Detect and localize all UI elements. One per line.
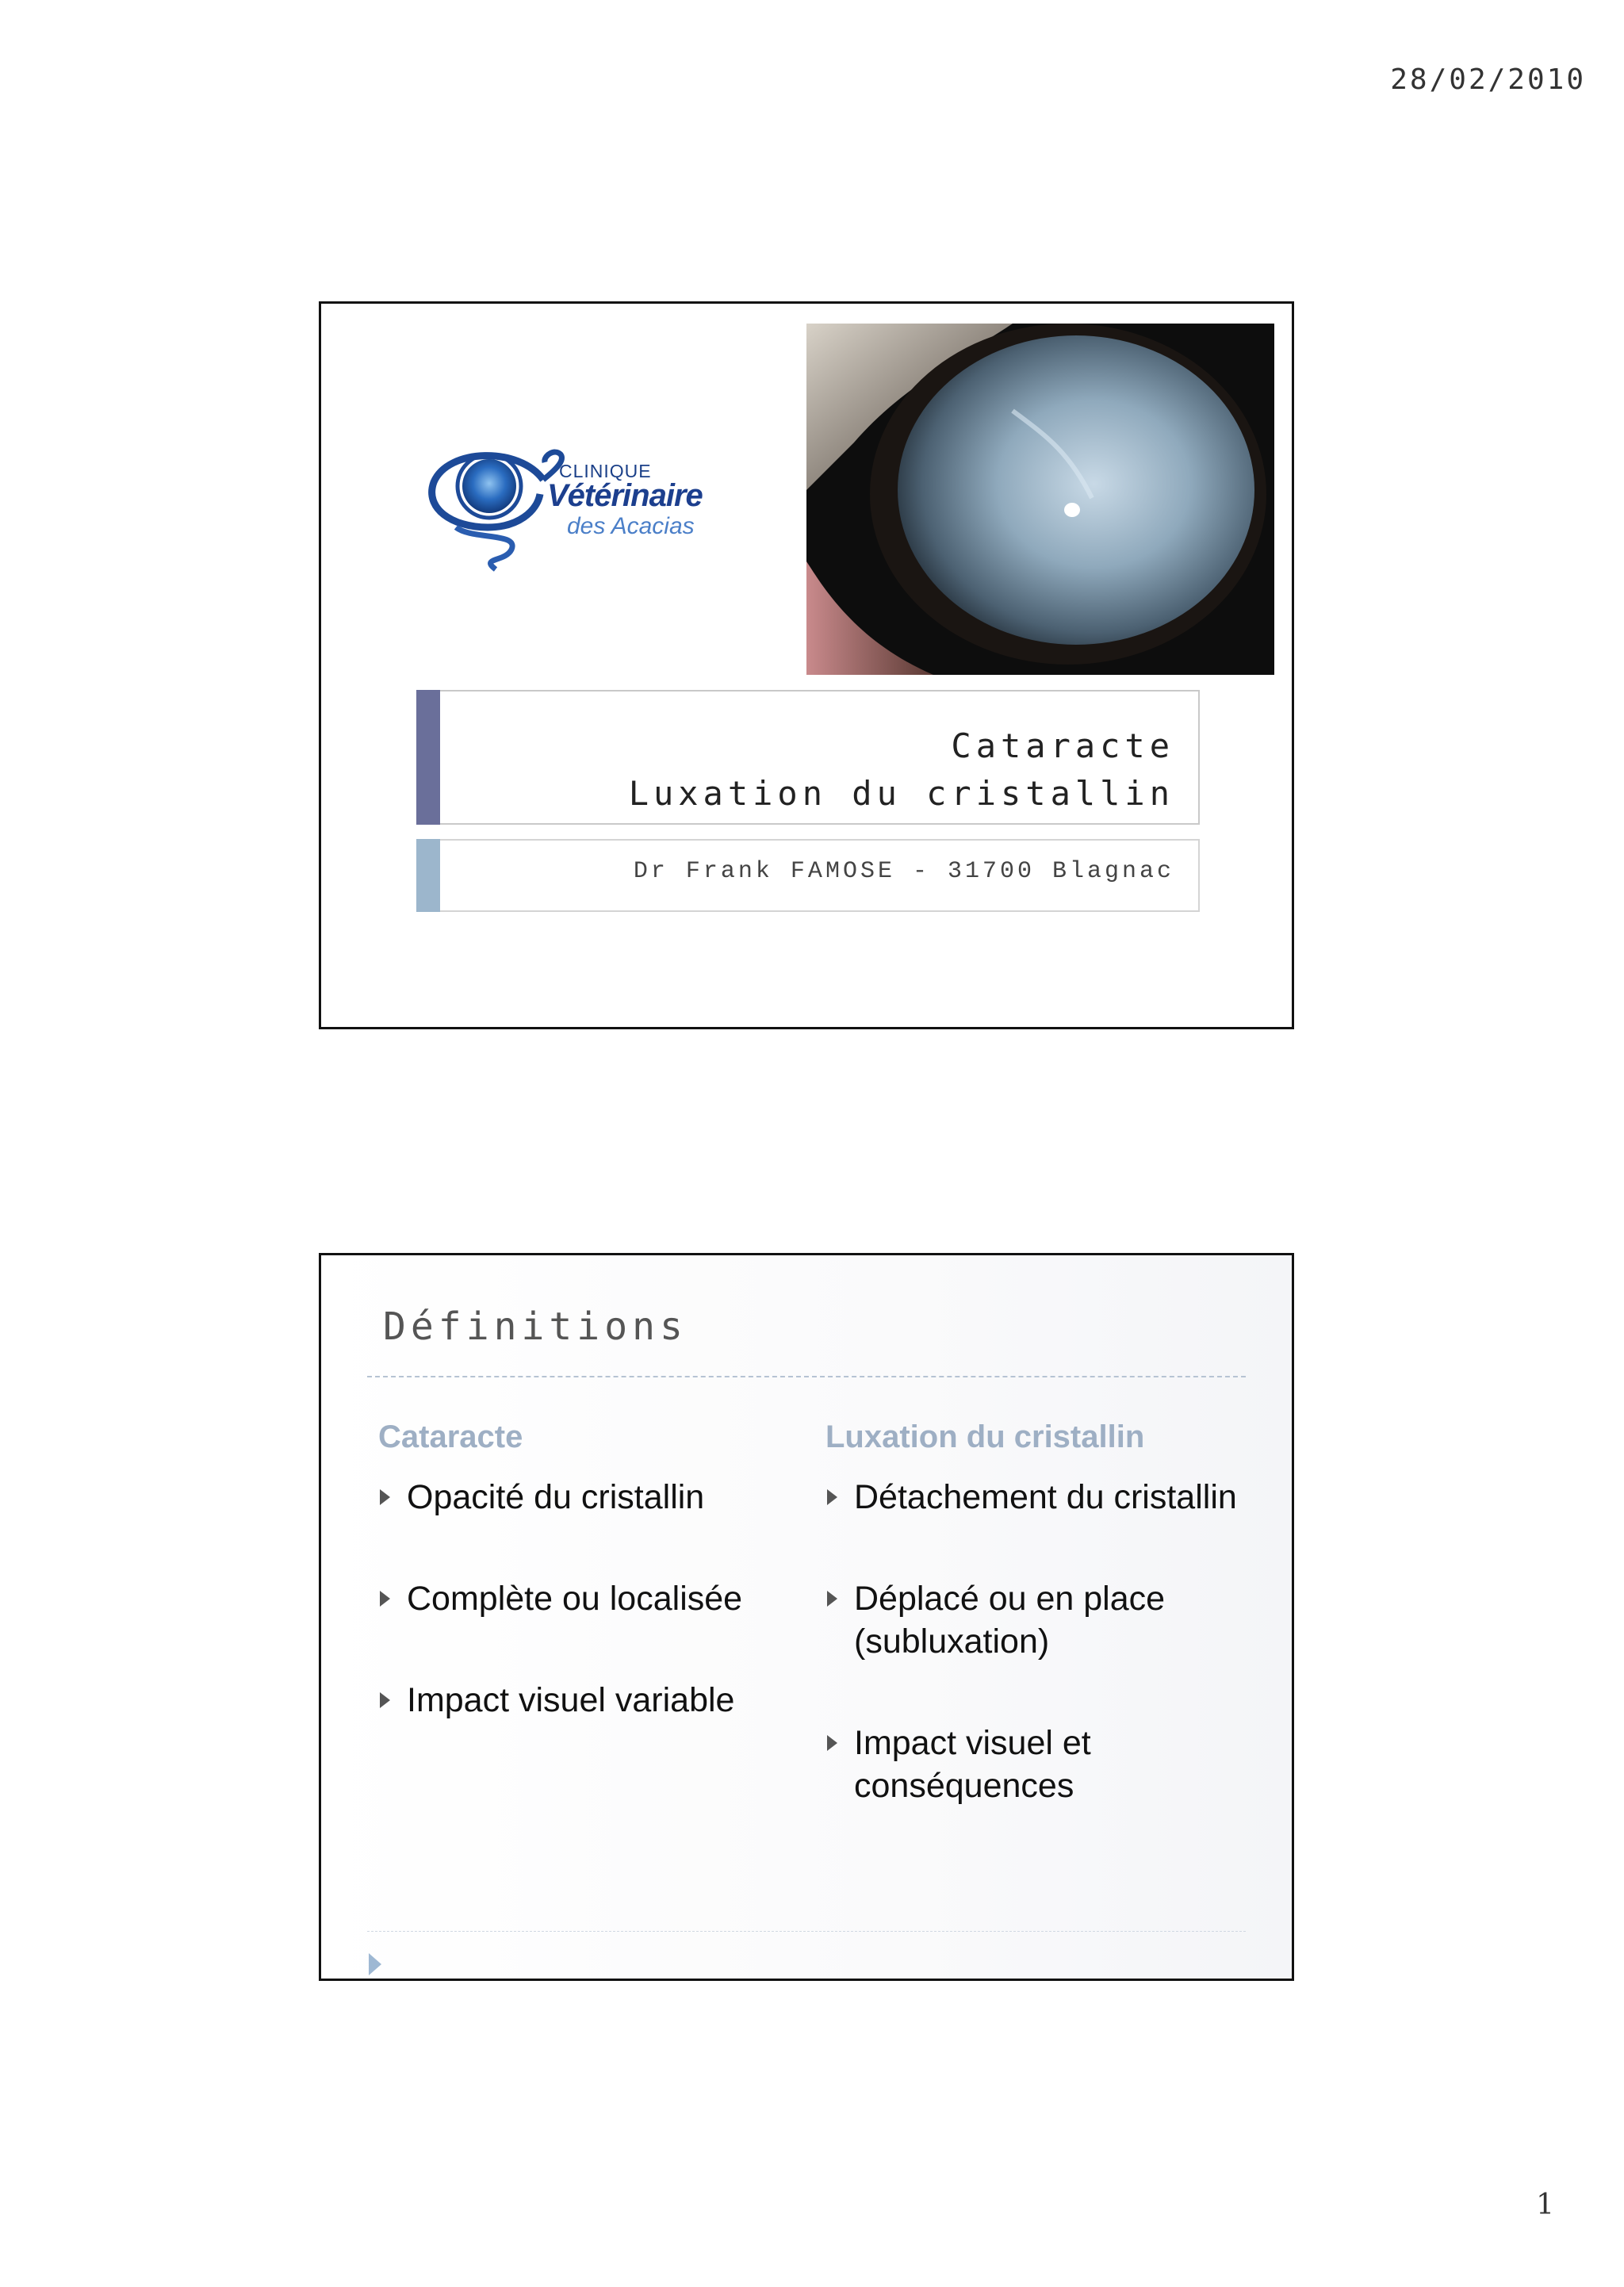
slide-definitions (319, 1253, 1294, 1981)
column-heading: Luxation du cristallin (825, 1419, 1145, 1454)
footer-divider (367, 1931, 1246, 1932)
subtitle-box (416, 839, 1200, 912)
document-date: 28/02/2010 (1390, 63, 1586, 96)
bullet-arrow-icon (380, 1692, 390, 1708)
list-item: Opacité du cristallin (378, 1476, 791, 1519)
cataract-eye-photo (806, 324, 1274, 675)
author-subtitle: Dr Frank FAMOSE - 31700 Blagnac (633, 858, 1174, 885)
title-accent-bar (416, 690, 440, 825)
slide-title (319, 301, 1294, 1029)
luxation-column (825, 1419, 1238, 1866)
column-heading: Cataracte (378, 1419, 523, 1454)
page-number: 1 (1536, 2189, 1554, 2221)
slide-title-line1: Cataracte (951, 726, 1174, 765)
logo-clinique-text: CLINIQUE (559, 461, 652, 481)
list-item: Détachement du cristallin (825, 1476, 1238, 1519)
list-item: Complète ou localisée (378, 1577, 791, 1620)
bullet-arrow-icon (380, 1489, 390, 1505)
list-item: Impact visuel et conséquences (825, 1722, 1238, 1807)
subtitle-accent-bar (416, 839, 440, 912)
logo-acacias-text: des Acacias (567, 513, 695, 539)
list-item: Déplacé ou en place (subluxation) (825, 1577, 1238, 1663)
bullet-arrow-icon (827, 1591, 837, 1607)
footer-arrow-icon (369, 1953, 381, 1975)
slide-heading: Définitions (383, 1304, 688, 1349)
title-box (416, 690, 1200, 825)
bullet-arrow-icon (380, 1591, 390, 1607)
heading-divider (367, 1376, 1246, 1377)
bullet-arrow-icon (827, 1735, 837, 1751)
cataracte-column (378, 1419, 791, 1780)
bullet-arrow-icon (827, 1489, 837, 1505)
slide-title-line2: Luxation du cristallin (628, 774, 1174, 813)
logo-veterinaire-text: Vétérinaire (547, 478, 703, 513)
clinic-logo (424, 439, 741, 573)
list-item: Impact visuel variable (378, 1679, 791, 1722)
